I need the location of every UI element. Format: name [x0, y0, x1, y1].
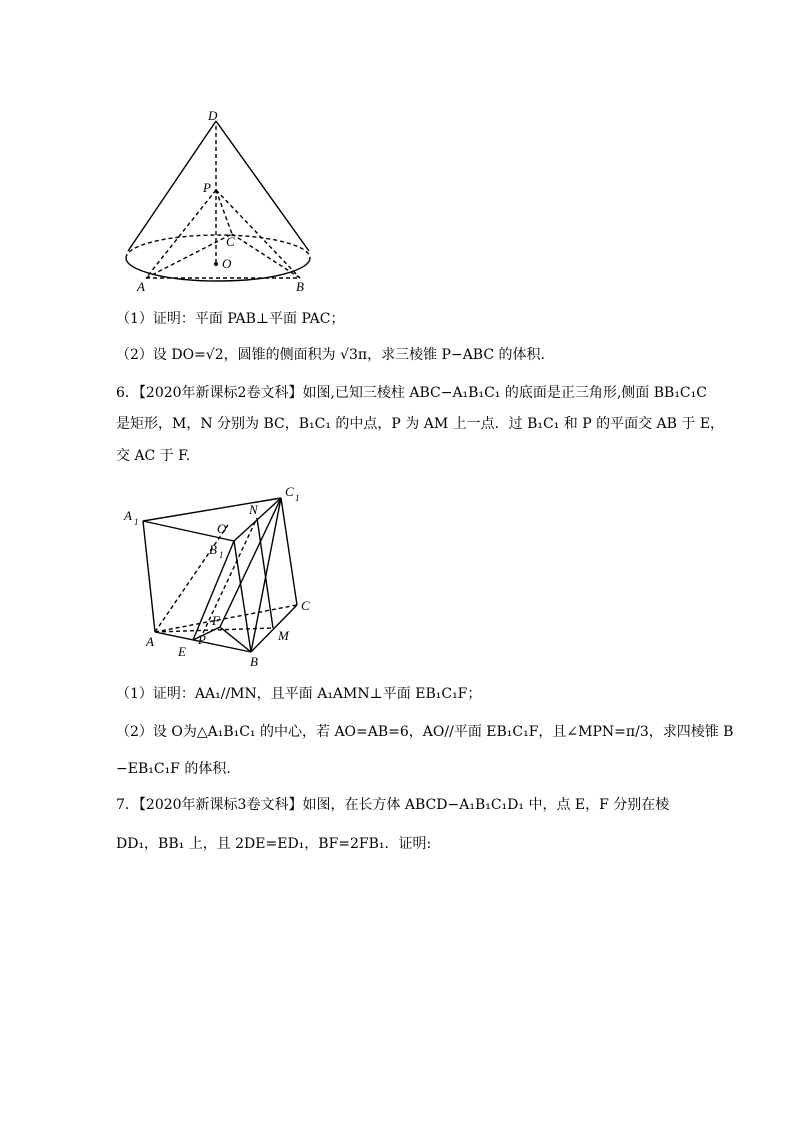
- label-c1: C: [285, 484, 294, 499]
- label-b1: B: [209, 542, 217, 557]
- label-b: B: [250, 654, 258, 669]
- q6-line2: 是矩形，M，N 分别为 BC，B₁C₁ 的中点，P 为 AM 上一点．过 B₁C₁ 和 P 的平面交 AB 于 E，: [116, 416, 725, 432]
- q7-line1: 7．【2020年新课标3卷文科】如图，在长方体 ABCD−A₁B₁C₁D₁ 中，点 E，F 分别在棱: [116, 797, 670, 813]
- label-a1-sub: 1: [134, 517, 139, 527]
- q6-part2-cont: −EB₁C₁F 的体积.: [116, 761, 231, 777]
- label-p: P: [198, 632, 206, 647]
- label-p: P: [203, 180, 211, 195]
- q6-part1: （1）证明：AA₁//MN，且平面 A₁AMN⊥平面 EB₁C₁F；: [116, 686, 482, 702]
- label-o: O: [217, 521, 227, 536]
- q5-part1: （1）证明：平面 PAB⊥平面 PAC；: [116, 311, 345, 327]
- q6-line1: 6．【2020年新课标2卷文科】如图,已知三棱柱 ABC−A₁B₁C₁ 的底面是正三角形,侧面 BB₁C₁C: [116, 385, 707, 401]
- q5-part2: （2）设 DO=√2，圆锥的侧面积为 √3π，求三棱锥 P−ABC 的体积.: [116, 347, 545, 363]
- label-c: C: [226, 234, 235, 249]
- label-d: D: [208, 108, 218, 123]
- label-c1-sub: 1: [295, 493, 300, 503]
- label-b1-sub: 1: [219, 550, 224, 560]
- label-a1: A: [124, 508, 132, 523]
- label-a: A: [137, 279, 145, 294]
- q6-line3: 交 AC 于 F.: [116, 448, 191, 464]
- q7-line2: DD₁，BB₁ 上，且 2DE=ED₁，BF=2FB₁．证明:: [116, 836, 432, 852]
- label-m: M: [278, 628, 289, 643]
- label-a: A: [146, 634, 154, 649]
- label-o: O: [222, 256, 232, 271]
- q6-part2: （2）设 O为△A₁B₁C₁ 的中心，若 AO=AB=6，AO//平面 EB₁C₁F，且∠MPN=π/3，求四棱锥 B: [116, 724, 734, 740]
- label-b: B: [296, 279, 304, 294]
- label-f: F: [212, 613, 220, 628]
- label-c: C: [301, 598, 310, 613]
- label-e: E: [178, 644, 186, 659]
- label-n: N: [249, 502, 258, 517]
